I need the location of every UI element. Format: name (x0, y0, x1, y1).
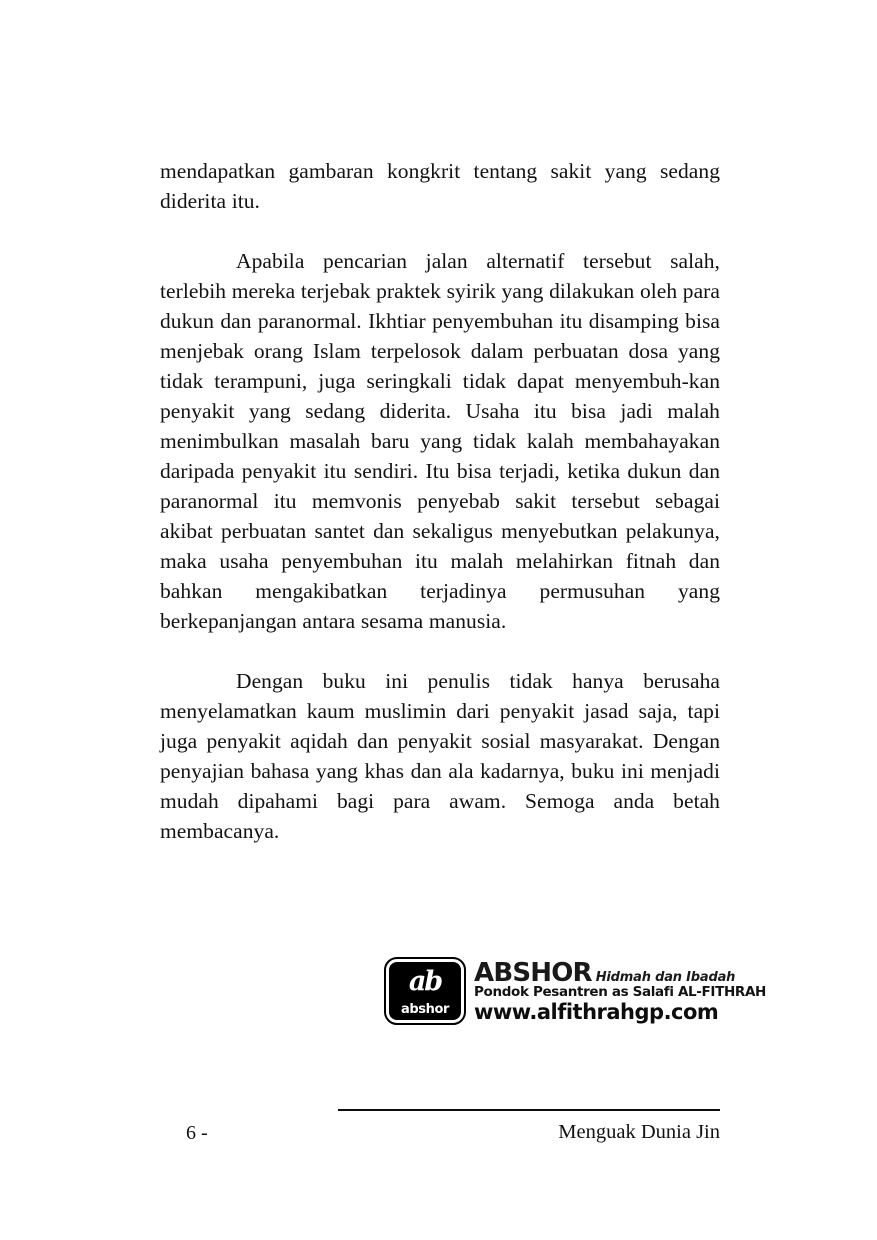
abshor-badge-icon (386, 959, 464, 1023)
badge-monogram: ab (408, 966, 442, 997)
paragraph-continuation: mendapatkan gambaran kongkrit tentang sakit yang sedang diderita itu. (160, 159, 720, 213)
publisher-logo-text (474, 958, 766, 1024)
paragraph-penutup: Dengan buku ini penulis tidak hanya berusaha menyelamatkan kaum muslimin dari penyakit jasad saja, tapi juga penyakit aqidah dan penyakit sosial masyarakat. Dengan penyajian bahasa yang khas dan ala kadarnya, buku ini menjadi mudah dipahami bagi para awam. Semoga anda betah membacanya. (160, 669, 720, 843)
publisher-brand: ABSHOR (474, 958, 592, 988)
publisher-tagline: Hidmah dan Ibadah (595, 970, 736, 985)
badge-wordmark: abshor (400, 1002, 449, 1017)
page-number (186, 1120, 208, 1146)
page-number-mark: - (201, 1122, 208, 1144)
footer-divider (338, 1109, 720, 1111)
publisher-brand-line (474, 958, 736, 988)
paragraph-alternatif: Apabila pencarian jalan alternatif tersebut salah, terlebih mereka terjebak praktek syirik yang dilakukan oleh para dukun dan paranormal. Ikhtiar penyembuhan itu disamping bisa menjebak orang Islam terpelosok dalam perbuatan dosa yang tidak terampuni, juga seringkali tidak dapat menyembuh-kan penyakit yang sedang diderita. Usaha itu bisa jadi malah menimbulkan masalah baru yang tidak kalah membahayakan daripada penyakit itu sendiri. Itu bisa terjadi, ketika dukun dan paranormal itu memvonis penyebab sakit tersebut sebagai akibat perbuatan santet dan sekaligus menyebutkan pelakunya, maka usaha penyembuhan itu malah melahirkan fitnah dan bahkan mengakibatkan terjadinya permusuhan yang berkepanjangan antara sesama manusia. (160, 249, 720, 633)
publisher-logo (386, 958, 766, 1025)
body-text-column (160, 156, 720, 846)
page-number-value: 6 (186, 1122, 196, 1144)
publisher-website: www.alfithrahgp.com (474, 1000, 719, 1024)
running-title: Menguak Dunia Jin (558, 1121, 720, 1143)
publisher-institution: Pondok Pesantren as Salafi AL-FITHRAH (474, 984, 766, 1000)
